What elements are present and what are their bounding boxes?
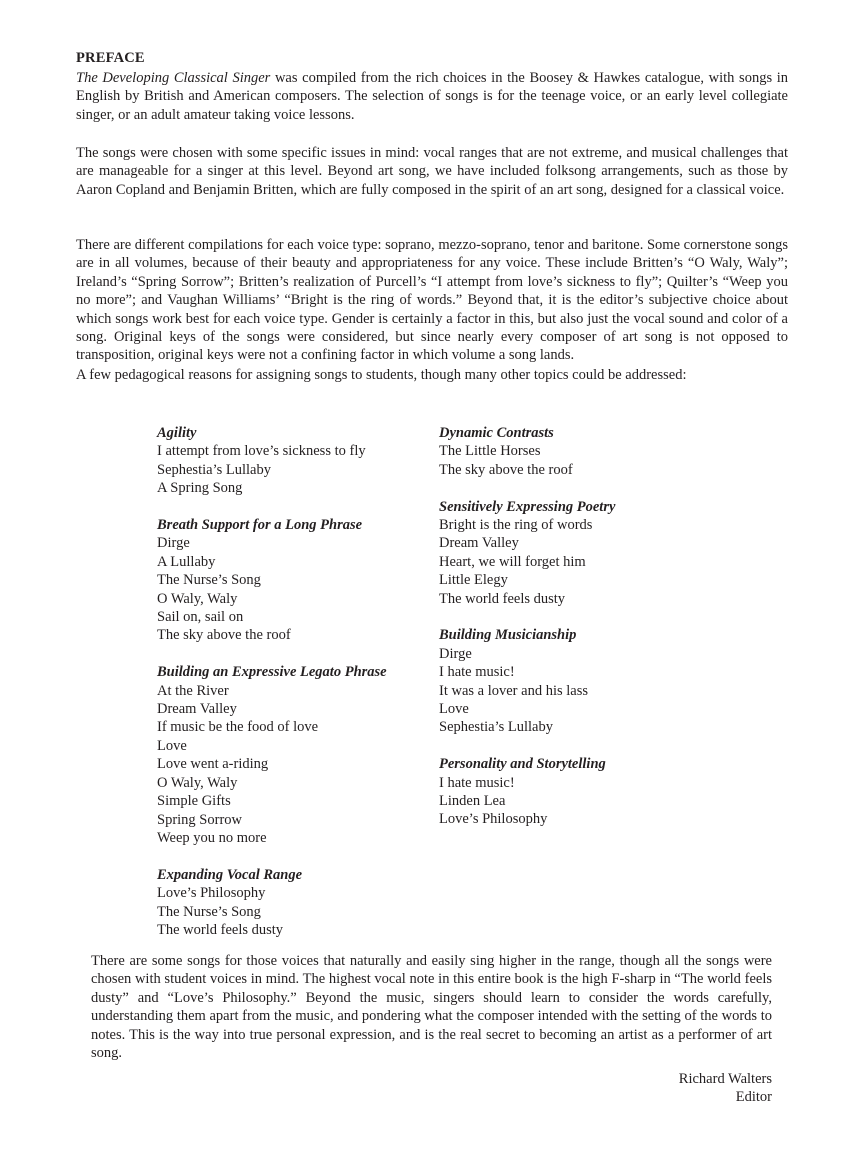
song-group-title: Sensitively Expressing Poetry	[439, 498, 616, 515]
song-group	[439, 498, 709, 608]
song-title: Weep you no more	[157, 829, 267, 846]
song-title: I hate music!	[439, 774, 515, 791]
song-title: Love’s Philosophy	[157, 885, 266, 902]
song-title: It was a lover and his lass	[439, 682, 588, 699]
song-title: Simple Gifts	[157, 793, 231, 810]
song-title: Linden Lea	[439, 793, 506, 810]
song-title: Little Elegy	[439, 572, 508, 589]
song-group	[157, 663, 427, 847]
paragraph-closing: There are some songs for those voices that naturally and easily sing higher in the range, though all the songs were chosen with student voices in mind. The highest vocal note in this entire book is the high F-sharp in “The world feels dusty” and “Love’s Philosophy.” Beyond the music, singers should learn to consider the words carefully, understanding them apart from the music, and pondering what the composer intended with the setting of the words to notes. This is the way into true personal expression, and is the real secret to becoming an artist as a performer of art song.	[91, 953, 772, 1062]
song-group	[157, 516, 427, 645]
song-title: Dirge	[439, 645, 472, 662]
book-title: The Developing Classical Singer	[76, 70, 271, 86]
page-heading: PREFACE	[76, 50, 145, 66]
song-group-title: Expanding Vocal Range	[157, 866, 303, 883]
song-title: A Spring Song	[157, 480, 243, 497]
intro-text: was compiled from the rich choices in the Boosey & Hawkes catalogue, with songs in English by British and American composers. The selection of songs is for the teenage voice, or an early level collegiate singer, or an adult amateur taking voice lessons.	[76, 70, 788, 123]
song-group-title: Building an Expressive Legato Phrase	[157, 664, 387, 681]
song-title: I hate music!	[439, 664, 515, 681]
song-title: Dream Valley	[439, 535, 519, 552]
song-title: Spring Sorrow	[157, 811, 242, 828]
song-title: The sky above the roof	[439, 461, 573, 478]
editor-role: Editor	[735, 1089, 772, 1106]
intro-paragraph	[76, 69, 788, 124]
song-title: O Waly, Waly	[157, 774, 238, 791]
song-title: The Little Horses	[439, 443, 541, 460]
paragraph-voice-types: There are different compilations for each voice type: soprano, mezzo-soprano, tenor and baritone. Some cornerstone songs are in all volumes, because of their beauty and appropriateness for any voice. These include Britten’s “O Waly, Waly”; Ireland’s “Spring Sorrow”; Britten’s realization of Purcell’s “I attempt from love’s sickness to fly”; Quilter’s “Weep you no more”; and Vaughan Williams’ “Bright is the ring of words.” Beyond that, it is the editor’s subjective choice about which songs work best for each voice type. Gender is certainly a factor in this, but also just the vocal sound and color of a song. Original keys of the songs were considered, but since nearly every composer of art song is not opposed to transposition, original keys were not a confining factor in which volume a song lands.	[76, 237, 788, 364]
song-title: Love	[157, 737, 187, 754]
song-title: O Waly, Waly	[157, 590, 238, 607]
signature-block	[679, 1070, 772, 1107]
song-title: The sky above the roof	[157, 627, 291, 644]
song-title: Sephestia’s Lullaby	[157, 461, 271, 478]
song-group-title: Personality and Storytelling	[439, 756, 606, 773]
song-title: The Nurse’s Song	[157, 572, 261, 589]
song-title: The Nurse’s Song	[157, 903, 261, 920]
song-group	[439, 755, 709, 829]
song-group	[157, 866, 427, 940]
song-group-title: Breath Support for a Long Phrase	[157, 517, 363, 534]
paragraph-pedagogy-intro: A few pedagogical reasons for assigning songs to students, though many other topics could be addressed:	[76, 367, 687, 383]
song-title: Love	[439, 701, 469, 718]
song-title: A Lullaby	[157, 553, 216, 570]
song-title: Heart, we will forget him	[439, 553, 586, 570]
song-group-title: Building Musicianship	[439, 627, 577, 644]
song-title: Sail on, sail on	[157, 609, 244, 626]
song-title: Dirge	[157, 535, 190, 552]
song-title: The world feels dusty	[439, 590, 566, 607]
right-song-column	[439, 424, 709, 847]
song-title: Bright is the ring of words	[439, 517, 593, 534]
song-group	[439, 424, 709, 479]
editor-name: Richard Walters	[678, 1071, 772, 1087]
song-title: If music be the food of love	[157, 719, 319, 736]
song-title: I attempt from love’s sickness to fly	[157, 443, 366, 460]
song-group-title: Dynamic Contrasts	[439, 425, 554, 441]
song-title: Sephestia’s Lullaby	[439, 719, 553, 736]
song-group-title: Agility	[157, 425, 197, 441]
song-title: Love’s Philosophy	[439, 811, 548, 828]
song-title: At the River	[157, 682, 229, 699]
song-title: Love went a-riding	[157, 756, 269, 773]
left-song-column	[157, 424, 427, 958]
paragraph-song-selection: The songs were chosen with some specific issues in mind: vocal ranges that are not extreme, and musical challenges that are manageable for a singer at this level. Beyond art song, we have included folksong arrangements, such as those by Aaron Copland and Benjamin Britten, which are fully composed in the spirit of an art song, designed for a classical voice.	[76, 145, 788, 198]
song-group	[439, 626, 709, 736]
song-group	[157, 424, 427, 498]
song-title: Dream Valley	[157, 701, 237, 718]
song-title: The world feels dusty	[157, 921, 284, 938]
